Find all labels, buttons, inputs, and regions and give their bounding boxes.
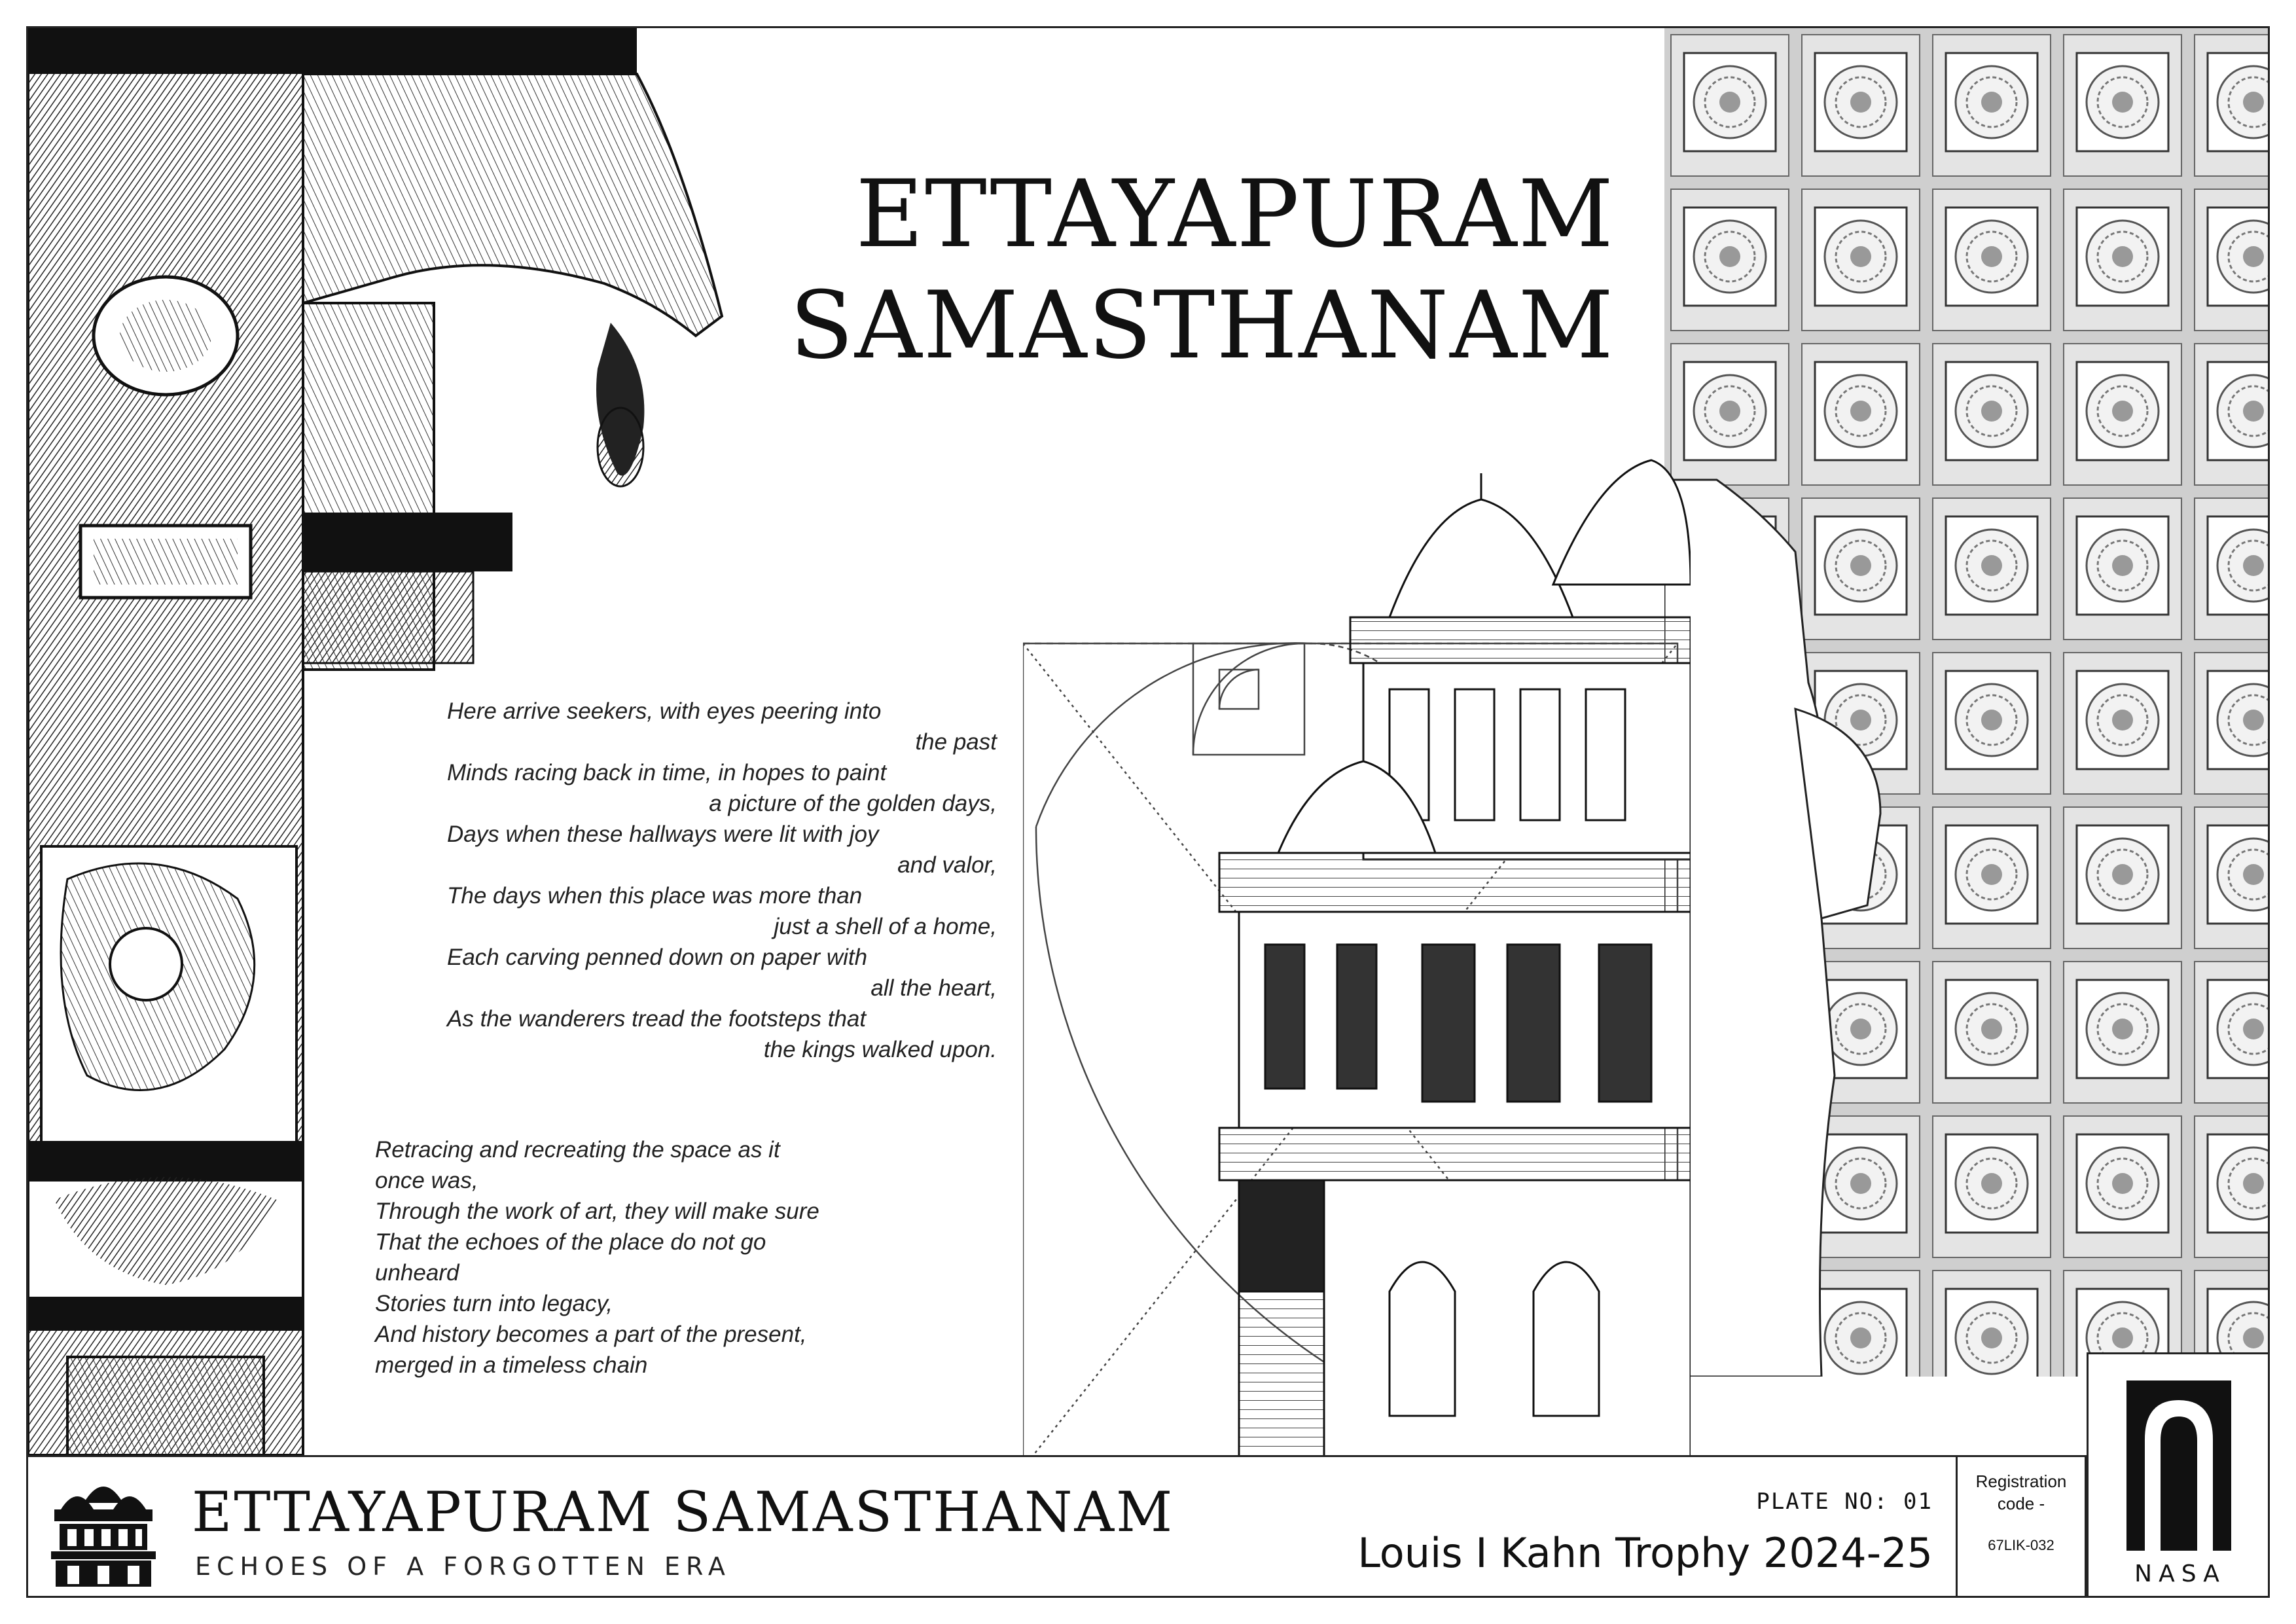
registration-label-2: code - bbox=[1997, 1494, 2045, 1513]
poem-line: That the echoes of the place do not go bbox=[375, 1229, 766, 1255]
poem-line: merged in a timeless chain bbox=[375, 1352, 648, 1378]
registration-label: Registration bbox=[1975, 1471, 2067, 1491]
poem-line: The days when this place was more than bbox=[447, 883, 863, 909]
poem-line: As the wanderers tread the footsteps that bbox=[447, 1006, 867, 1032]
poem-line: the past bbox=[915, 729, 997, 755]
poem-line: just a shell of a home, bbox=[774, 914, 997, 939]
nasa-logo-box bbox=[2087, 1352, 2270, 1598]
poem-line: Retracing and recreating the space as it bbox=[375, 1137, 780, 1163]
palace-logo-icon bbox=[41, 1470, 166, 1588]
poem-line: Days when these hallways were lit with joy bbox=[447, 821, 879, 847]
registration-box bbox=[1956, 1457, 2087, 1598]
page-title bbox=[790, 159, 1615, 382]
poem-line: And history becomes a part of the present, bbox=[375, 1322, 807, 1347]
title-block bbox=[28, 1455, 2270, 1598]
nasa-logo-text: NASA bbox=[2134, 1561, 2226, 1587]
project-title: ETTAYAPURAM SAMASTHANAM bbox=[192, 1480, 1175, 1544]
title-line-2: SAMASTHANAM bbox=[789, 272, 1615, 380]
poem-line: Minds racing back in time, in hopes to paint bbox=[447, 760, 887, 785]
poem-line: the kings walked upon. bbox=[763, 1037, 997, 1062]
registration-code: 67LIK-032 bbox=[1988, 1537, 2054, 1553]
poem-line: unheard bbox=[375, 1260, 459, 1286]
poem-line: Stories turn into legacy, bbox=[375, 1291, 613, 1316]
poem-stanza-2 bbox=[375, 1134, 925, 1380]
competition-name: Louis I Kahn Trophy 2024-25 bbox=[1357, 1529, 1933, 1577]
poem-line: Each carving penned down on paper with bbox=[447, 945, 868, 970]
poem-line: all the heart, bbox=[870, 975, 997, 1001]
poem-line: Through the work of art, they will make sure bbox=[375, 1199, 819, 1224]
poem-line: Here arrive seekers, with eyes peering into bbox=[447, 698, 882, 724]
project-subtitle: ECHOES OF A FORGOTTEN ERA bbox=[195, 1552, 731, 1581]
drawing-sheet bbox=[26, 26, 2270, 1598]
poem-line: once was, bbox=[375, 1168, 478, 1193]
title-line-1: ETTAYAPURAM bbox=[855, 160, 1615, 268]
plate-number: PLATE NO: 01 bbox=[1756, 1489, 1933, 1515]
palace-elevation-drawing bbox=[1023, 447, 1691, 1468]
ceiling-pattern-illustration bbox=[1664, 28, 2270, 1377]
poem-line: a picture of the golden days, bbox=[709, 791, 997, 816]
nasa-arch-logo-icon bbox=[2126, 1380, 2231, 1551]
poem-stanza-1 bbox=[447, 696, 997, 1065]
poem-line: and valor, bbox=[897, 852, 997, 878]
